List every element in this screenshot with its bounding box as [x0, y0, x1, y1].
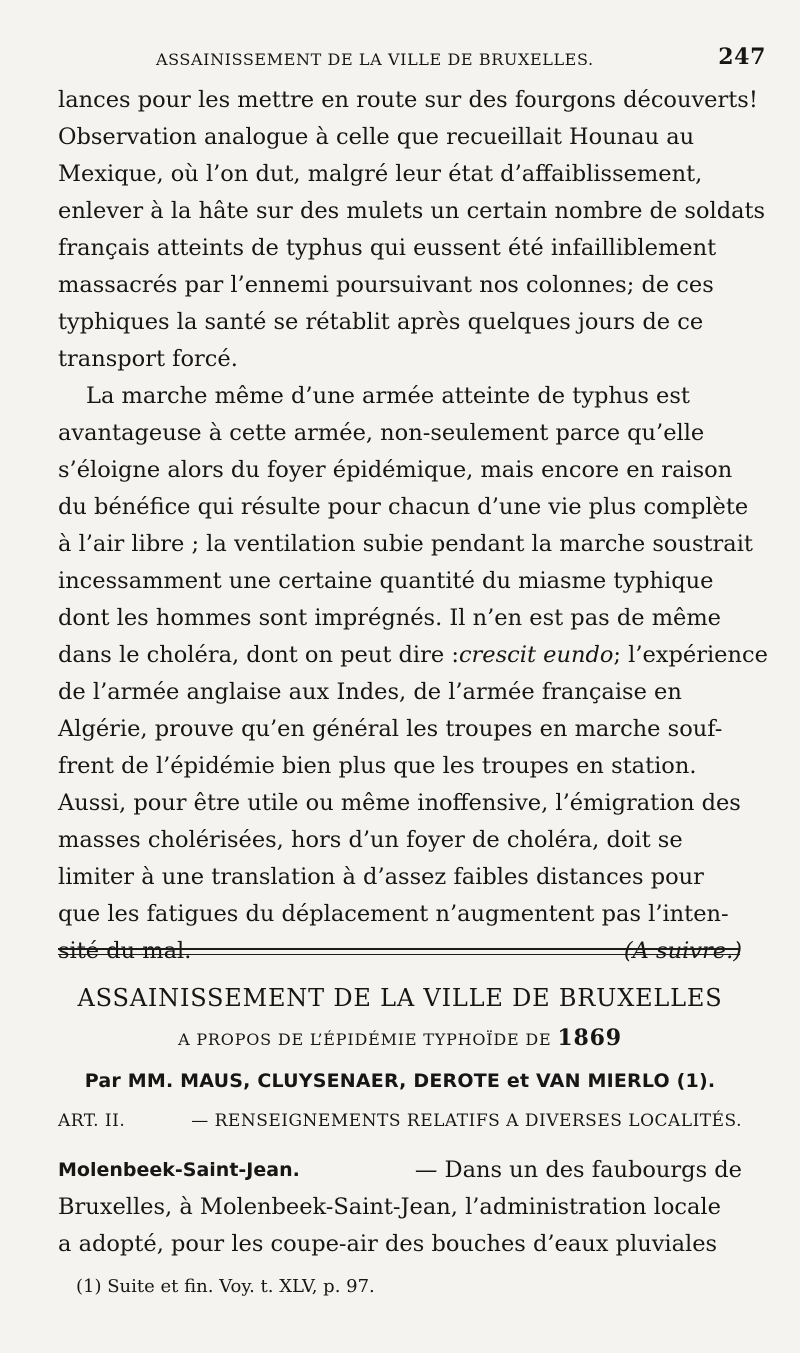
running-head [118, 44, 766, 74]
article-line-2: Bruxelles, à Molenbeek-Saint-Jean, l’administration locale [58, 1194, 721, 1220]
text-line: limiter à une translation à d’assez faibles distances pour [58, 864, 704, 890]
text-line: s’éloigne alors du foyer épidémique, mais encore en raison [58, 457, 733, 483]
section-title: — RENSEIGNEMENTS RELATIFS A DIVERSES LOCALITÉS. [191, 1111, 742, 1131]
text-line: La marche même d’une armée atteinte de typhus est [86, 383, 690, 409]
text-line: à l’air libre ; la ventilation subie pendant la marche soustrait [58, 531, 753, 557]
text-line: masses cholérisées, hors d’un foyer de choléra, doit se [58, 827, 683, 853]
main-body-text [58, 82, 768, 970]
text-line: typhiques la santé se rétablit après quelques jours de ce [58, 309, 704, 335]
article-subtitle [0, 1025, 800, 1051]
running-title: ASSAINISSEMENT DE LA VILLE DE BRUXELLES. [156, 50, 594, 69]
article-first-line-rest: — Dans un des faubourgs de [414, 1157, 742, 1183]
text-line: français atteints de typhus qui eussent été infailliblement [58, 235, 717, 261]
article-line-3: a adopté, pour les coupe-air des bouches d’eaux pluviales [58, 1231, 718, 1257]
text-line-before-italic: dans le choléra, dont on peut dire : [58, 642, 459, 668]
section-divider-light [58, 954, 740, 955]
text-line: incessamment une certaine quantité du miasme typhique [58, 568, 714, 594]
page-number: 247 [718, 44, 766, 70]
article-body [58, 1152, 742, 1263]
section-label: ART. II. [58, 1111, 126, 1131]
article-first-line [58, 1152, 742, 1189]
article-authors: Par MM. MAUS, CLUYSENAER, DEROTE et VAN MIERLO (1). [84, 1070, 716, 1092]
text-line: avantageuse à cette armée, non-seulement parce qu’elle [58, 420, 705, 446]
article-section-heading [58, 1111, 742, 1131]
text-line: Aussi, pour être utile ou même inoffensive, l’émigration des [58, 790, 741, 816]
article-subtitle-prefix: A PROPOS DE L’ÉPIDÉMIE TYPHOÏDE DE [178, 1030, 552, 1049]
last-line-text: sité du mal. [58, 938, 192, 964]
text-line: Observation analogue à celle que recueillait Hounau au [58, 124, 695, 150]
text-line: frent de l’épidémie bien plus que les troupes en station. [58, 753, 697, 779]
text-line: Mexique, où l’on dut, malgré leur état d’affaiblissement, [58, 161, 703, 187]
text-line: massacrés par l’ennemi poursuivant nos colonnes; de ces [58, 272, 714, 298]
text-line: de l’armée anglaise aux Indes, de l’armée française en [58, 679, 682, 705]
article-title: ASSAINISSEMENT DE LA VILLE DE BRUXELLES [77, 984, 723, 1012]
mixed-text-wrapper [58, 637, 768, 674]
a-suivre-signature: (A suivre.) [623, 938, 742, 964]
text-line [58, 637, 768, 674]
text-line: du bénéfice qui résulte pour chacun d’une vie plus complète [58, 494, 749, 520]
text-line-italic: crescit eundo [458, 642, 614, 668]
text-line: lances pour les mettre en route sur des fourgons découverts! [58, 87, 758, 113]
text-line: Algérie, prouve qu’en général les troupes en marche souf- [58, 716, 723, 742]
text-line: enlever à la hâte sur des mulets un certain nombre de soldats [58, 198, 766, 224]
text-line: que les fatigues du déplacement n’augmentent pas l’inten- [58, 901, 729, 927]
section-divider-heavy [58, 948, 740, 950]
text-line: dont les hommes sont imprégnés. Il n’en est pas de même [58, 605, 721, 631]
text-line-after-italic: ; l’expérience [613, 642, 768, 668]
article-subtitle-year: 1869 [557, 1025, 622, 1051]
subheading-molenbeek: Molenbeek-Saint-Jean. [58, 1159, 300, 1181]
last-paragraph-line [58, 933, 742, 970]
footnote: (1) Suite et fin. Voy. t. XLV, p. 97. [76, 1276, 375, 1297]
text-line: transport forcé. [58, 346, 238, 372]
